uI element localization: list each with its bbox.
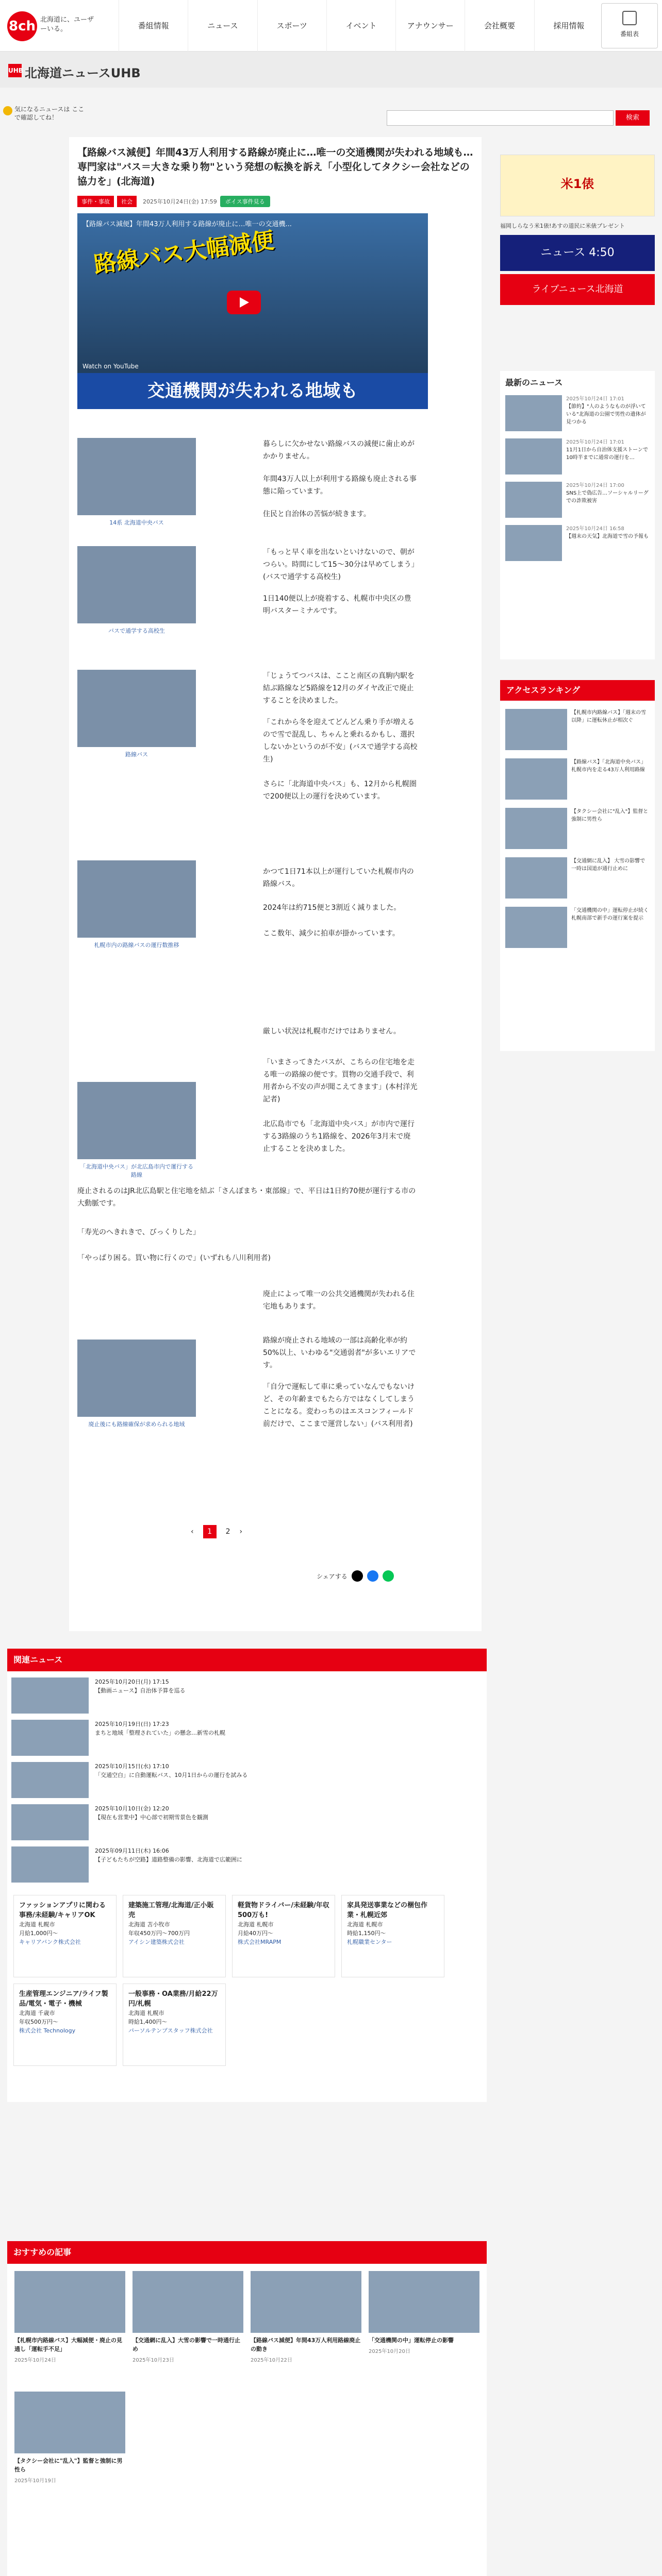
article-card[interactable]: 【路線バス減便】年間43万人利用路線廃止の動き 2025年10月22日 — [251, 2271, 361, 2384]
mascot-icon — [3, 106, 12, 115]
nav-item-sports[interactable]: スポーツ — [257, 0, 326, 52]
watch-button[interactable]: ボイス事件見る — [220, 196, 270, 207]
latest-item[interactable]: 2025年10月24日 16:58 【週末の天気】北海道で雪の予報も — [505, 525, 650, 561]
video-player[interactable] — [77, 213, 428, 409]
photo-caption: 廃止後にも路線確保が求められる地域 — [88, 1421, 185, 1428]
thumbnail — [505, 857, 567, 899]
tag-society[interactable]: 社会 — [117, 196, 137, 207]
paragraph: さらに「北海道中央バス」も、12月から札幌圏で200便以上の運行を決めています。 — [263, 780, 417, 801]
paragraph: 2024年は約715便と3割近く減りました。 — [263, 904, 401, 912]
photo-caption: バスで通学する高校生 — [108, 628, 165, 634]
search-button[interactable]: 検索 — [616, 110, 650, 126]
thumbnail — [133, 2271, 243, 2333]
photo-caption: 札幌市内の路線バスの運行数推移 — [94, 942, 179, 948]
job-card[interactable]: 軽貨物ドライバー/未経験/年収500万も! 北海道 札幌市 月給40万円～ 株式会社MRAPM — [232, 1895, 335, 1977]
nav-item-programs[interactable]: 番組情報 — [119, 0, 188, 52]
article-date: 2025年10月24日(金) 17:59 — [143, 198, 217, 205]
nav-item-company[interactable]: 会社概要 — [465, 0, 534, 52]
photo-caption: 「北海道中央バス」が北広島市内で運行する路線 — [80, 1163, 193, 1178]
article-headline: 【路線バス減便】年間43万人利用する路線が廃止に…唯一の交通機関が失われる地域も…専門家は"バス＝大きな乗り物"という発想の転換を訴え「小型化してタクシー会社などの協力を」(北海道) — [77, 147, 473, 187]
related-title: 関連ニュース — [7, 1649, 487, 1671]
recommend-title: おすすめの記事 — [7, 2241, 487, 2264]
page-2[interactable]: 2 — [225, 1528, 230, 1536]
latest-item[interactable]: 2025年10月24日 17:01 11月1日から自治体支援ストーンで10時半までに通常の運行を… — [505, 438, 650, 474]
thumbnail — [14, 2271, 125, 2333]
share-bar — [317, 1570, 394, 1582]
video-title: 【路線バス減便】年間43万人利用する路線が廃止に…唯一の交通機... — [82, 221, 292, 228]
page-1[interactable]: 1 — [203, 1525, 217, 1538]
video-telop: 路線バス大幅減便 — [92, 227, 276, 279]
paragraph: 路線が廃止される地域の一部は高齢化率が約50%以上、いわゆる"交通弱者"が多いエリアです。 — [263, 1336, 416, 1369]
paragraph: 暮らしに欠かせない路線バスの減便に歯止めがかかりません。 — [263, 440, 415, 461]
ranking-item[interactable]: 【路線バス】「北海道中央バス」札幌市内を走る43万人利用路線 — [505, 758, 650, 800]
job-card[interactable]: 一般事務・OA業務/月給22万円/札幌 北海道 札幌市 時給1,400円～ パーソルテンプスタッフ株式会社 — [123, 1984, 226, 2066]
video-caption: 交通機関が失われる地域も — [77, 373, 428, 409]
job-card[interactable]: 家具発送事業などの梱包作業・札幌近郊 北海道 札幌市 時給1,150円～ 札幌職業センター — [341, 1895, 444, 1977]
related-news — [7, 1649, 487, 2102]
line-icon[interactable] — [383, 1570, 394, 1582]
thumbnail — [11, 1677, 89, 1714]
paragraph: 「じょうてつバスは、ここと南区の真駒内駅を結ぶ路線など5路線を12月のダイヤ改正で廃止することを決めました。 — [263, 672, 415, 705]
nav-item-announcers[interactable]: アナウンサー — [395, 0, 465, 52]
latest-title: 最新のニュース — [505, 378, 563, 387]
ranking-item[interactable]: 【交通網に乱入】 大雪の影響で一時は国道が通行止めに — [505, 857, 650, 899]
article-card[interactable]: 「交通機関の中」運転停止の影響 2025年10月20日 — [369, 2271, 479, 2384]
article-photo — [77, 438, 196, 515]
paragraph: かつて1日71本以上が運行していた札幌市内の路線バス。 — [263, 868, 414, 888]
thumbnail — [505, 395, 562, 431]
nav-item-recruit[interactable]: 採用情報 — [534, 0, 603, 52]
paragraph: ここ数年、減少に拍車が掛かっています。 — [263, 929, 400, 938]
global-nav — [119, 0, 603, 52]
thumbnail — [505, 709, 567, 750]
youtube-label[interactable]: Watch on YouTube — [82, 363, 139, 370]
thumbnail — [505, 808, 567, 849]
paragraph: 「もっと早く車を出ないといけないので、朝がつらい。時間にして15～30分は早めてしまう」(バスで通学する高校生) — [263, 548, 415, 581]
global-header — [0, 0, 662, 52]
job-card[interactable]: 建築施工管理/北海道/正小販売 北海道 苫小牧市 年収450万円～700万円 アイシン建築株式会社 — [123, 1895, 226, 1977]
nav-item-news[interactable]: ニュース — [188, 0, 257, 52]
facebook-icon[interactable] — [367, 1570, 378, 1582]
chart-image — [77, 860, 196, 938]
thumbnail — [11, 1804, 89, 1840]
next-page-icon[interactable]: › — [239, 1528, 243, 1536]
access-ranking — [500, 680, 655, 1051]
promo-text[interactable]: 気になるニュースは ここで確認してね！ — [14, 105, 87, 122]
latest-item[interactable]: 2025年10月24日 17:00 SNS上で偽広告…ソーシャルリーグでの詐欺被害 — [505, 482, 650, 518]
article-card[interactable]: 【札幌市内路線バス】大幅減便・廃止の見通し「運転手不足」 2025年10月24日 — [14, 2271, 125, 2384]
thumbnail — [505, 907, 567, 948]
schedule-button[interactable]: 番組表 — [601, 3, 658, 48]
related-item[interactable]: 2025年10月10日(金) 12:20 【現在も営業中】中心部で初期雪景色を観測 — [11, 1804, 483, 1840]
paragraph: 「これから冬を迎えてどんどん乗り手が増えるので雪で混乱し、ちゃんと乗れるかもし、選択しないかというのが不安」(バスで通学する高校生) — [263, 718, 418, 764]
map-image — [77, 1082, 196, 1159]
tag-incident[interactable]: 事件・事故 — [77, 196, 114, 207]
paragraph: 「やっぱり困る。買い物に行くので」(いずれも八川利用者) — [77, 1254, 271, 1262]
paragraph: 廃止によって唯一の公共交通機関が失われる住宅地もあります。 — [263, 1290, 415, 1311]
paragraph: 「寿光のへきれきで、びっくりした」 — [77, 1228, 200, 1236]
ranking-item[interactable]: 「交通機関の中」運転停止が続く札幌南部で新手の運行案を提示 — [505, 907, 650, 948]
paragraph: 厳しい状況は札幌市だけではありません。 — [263, 1027, 401, 1036]
station-logo[interactable]: 8ch — [7, 11, 37, 41]
related-item[interactable]: 2025年10月19日(日) 17:23 まちと地域「整理されていた」の懸念…新雪の札幌 — [11, 1720, 483, 1756]
thumbnail — [251, 2271, 361, 2333]
related-item[interactable]: 2025年10月15日(水) 17:10 「交通空白」に自動運転バス、10月1日からの運行を試みる — [11, 1762, 483, 1798]
ad-banner-news[interactable]: ニュース 4:50 — [500, 235, 655, 271]
thumbnail — [505, 438, 562, 474]
latest-news — [500, 371, 655, 659]
paragraph: 住民と自治体の苦悩が続きます。 — [263, 510, 371, 518]
ranking-item[interactable]: 【タクシー会社に"乱入"】監督と強制に男性ら — [505, 808, 650, 849]
paragraph: 廃止されるのはJR北広島駅と住宅地を結ぶ「さんぽまち・東部線」で、平日は1日約70便が運行する市の大動脈です。 — [77, 1187, 416, 1208]
brand-bar — [0, 52, 662, 88]
x-icon[interactable] — [352, 1570, 363, 1582]
latest-item[interactable]: 2025年10月24日 17:01 【節約】"人のようなものが浮いている"北海道の公園で男性の遺体が見つかる — [505, 395, 650, 431]
thumbnail — [505, 758, 567, 800]
paragraph: 1日140便以上が廃着する、札幌市中央区の豊明バスターミナルです。 — [263, 595, 411, 615]
photo-caption: 路線バス — [125, 751, 148, 758]
thumbnail — [505, 525, 562, 561]
ad-banner-live[interactable]: ライブニュース北海道 — [500, 274, 655, 305]
thumbnail — [369, 2271, 479, 2333]
job-card[interactable]: ファッションアプリに関わる事務/未経験/キャリアOK 北海道 札幌市 月給1,000円～ キャリアバンク株式会社 — [13, 1895, 117, 1977]
paragraph: 「自分で運転して車に乗っていなんでもないけど、その年齢までもたら方ではなくしてしまうことになる。変わっちのはエスコンフィールド前だけで、ここまで運営しない」(バス利用者) — [263, 1383, 415, 1428]
share-label: シェアする — [317, 1572, 347, 1580]
search-input[interactable] — [387, 110, 614, 126]
photo-caption: 14系 北海道中央バス — [109, 519, 164, 526]
job-card[interactable]: 生産管理エンジニア/ライフ製品/電気・電子・機械 北海道 千歳市 年収500万円～ 株式会社 Technology — [13, 1984, 117, 2066]
thumbnail — [14, 2392, 125, 2453]
ranking-title: アクセスランキング — [500, 680, 655, 701]
thumbnail — [11, 1720, 89, 1756]
ad-banner-rice[interactable]: 米1俵 — [500, 155, 655, 216]
paragraph: 北広島市でも「北海道中央バス」が市内で運行する3路線のうち1路線を、2026年3月末で廃止することを決めました。 — [263, 1120, 415, 1153]
paragraph: 「いまさってきたバスが、こちらの住宅地を走る唯一の路線の便です。買物の交通手段で、利用者から不安の声が聞こえてきます」(本村洋光記者) — [263, 1058, 418, 1104]
nav-item-events[interactable]: イベント — [326, 0, 395, 52]
thumbnail — [11, 1846, 89, 1883]
prev-page-icon[interactable]: ‹ — [191, 1528, 194, 1536]
article-meta — [77, 196, 473, 207]
calendar-icon — [622, 11, 637, 25]
recommended-articles — [7, 2241, 487, 2576]
site-name[interactable]: 北海道ニュースUHB — [25, 66, 141, 80]
ranking-item[interactable]: 【札幌市内路線バス】「週末の雪以降」に運転休止が相次ぐ — [505, 709, 650, 750]
article-photo — [77, 670, 196, 747]
related-item[interactable]: 2025年09月11日(木) 16:06 【子どもたちが空路】道路整備の影響、北海道で広範囲に — [11, 1846, 483, 1883]
article-card[interactable]: 【交通網に乱入】大雪の影響で一時通行止め 2025年10月23日 — [133, 2271, 243, 2384]
paragraph: 年間43万人以上が利用する路線も廃止される事態に陥っています。 — [263, 475, 417, 496]
article-card[interactable]: 【タクシー会社に"乱入"】監督と強制に男性ら 2025年10月19日 — [14, 2392, 125, 2505]
thumbnail — [505, 482, 562, 518]
article-photo — [77, 546, 196, 623]
ad-text[interactable]: 福岡しらなう米1俵!あすの道民に米俵プレゼント — [500, 223, 625, 229]
thumbnail — [11, 1762, 89, 1798]
map-image — [77, 1340, 196, 1417]
slogan: 北海道に、ユーザーいる。 — [40, 16, 94, 33]
job-ads — [7, 1889, 487, 2072]
play-icon[interactable] — [227, 291, 261, 314]
uhb-logo-icon[interactable]: UHB — [8, 64, 22, 77]
related-item[interactable]: 2025年10月20日(月) 17:15 【動画ニュース】自治体予算を巡る — [11, 1677, 483, 1714]
pagination — [191, 1525, 242, 1538]
